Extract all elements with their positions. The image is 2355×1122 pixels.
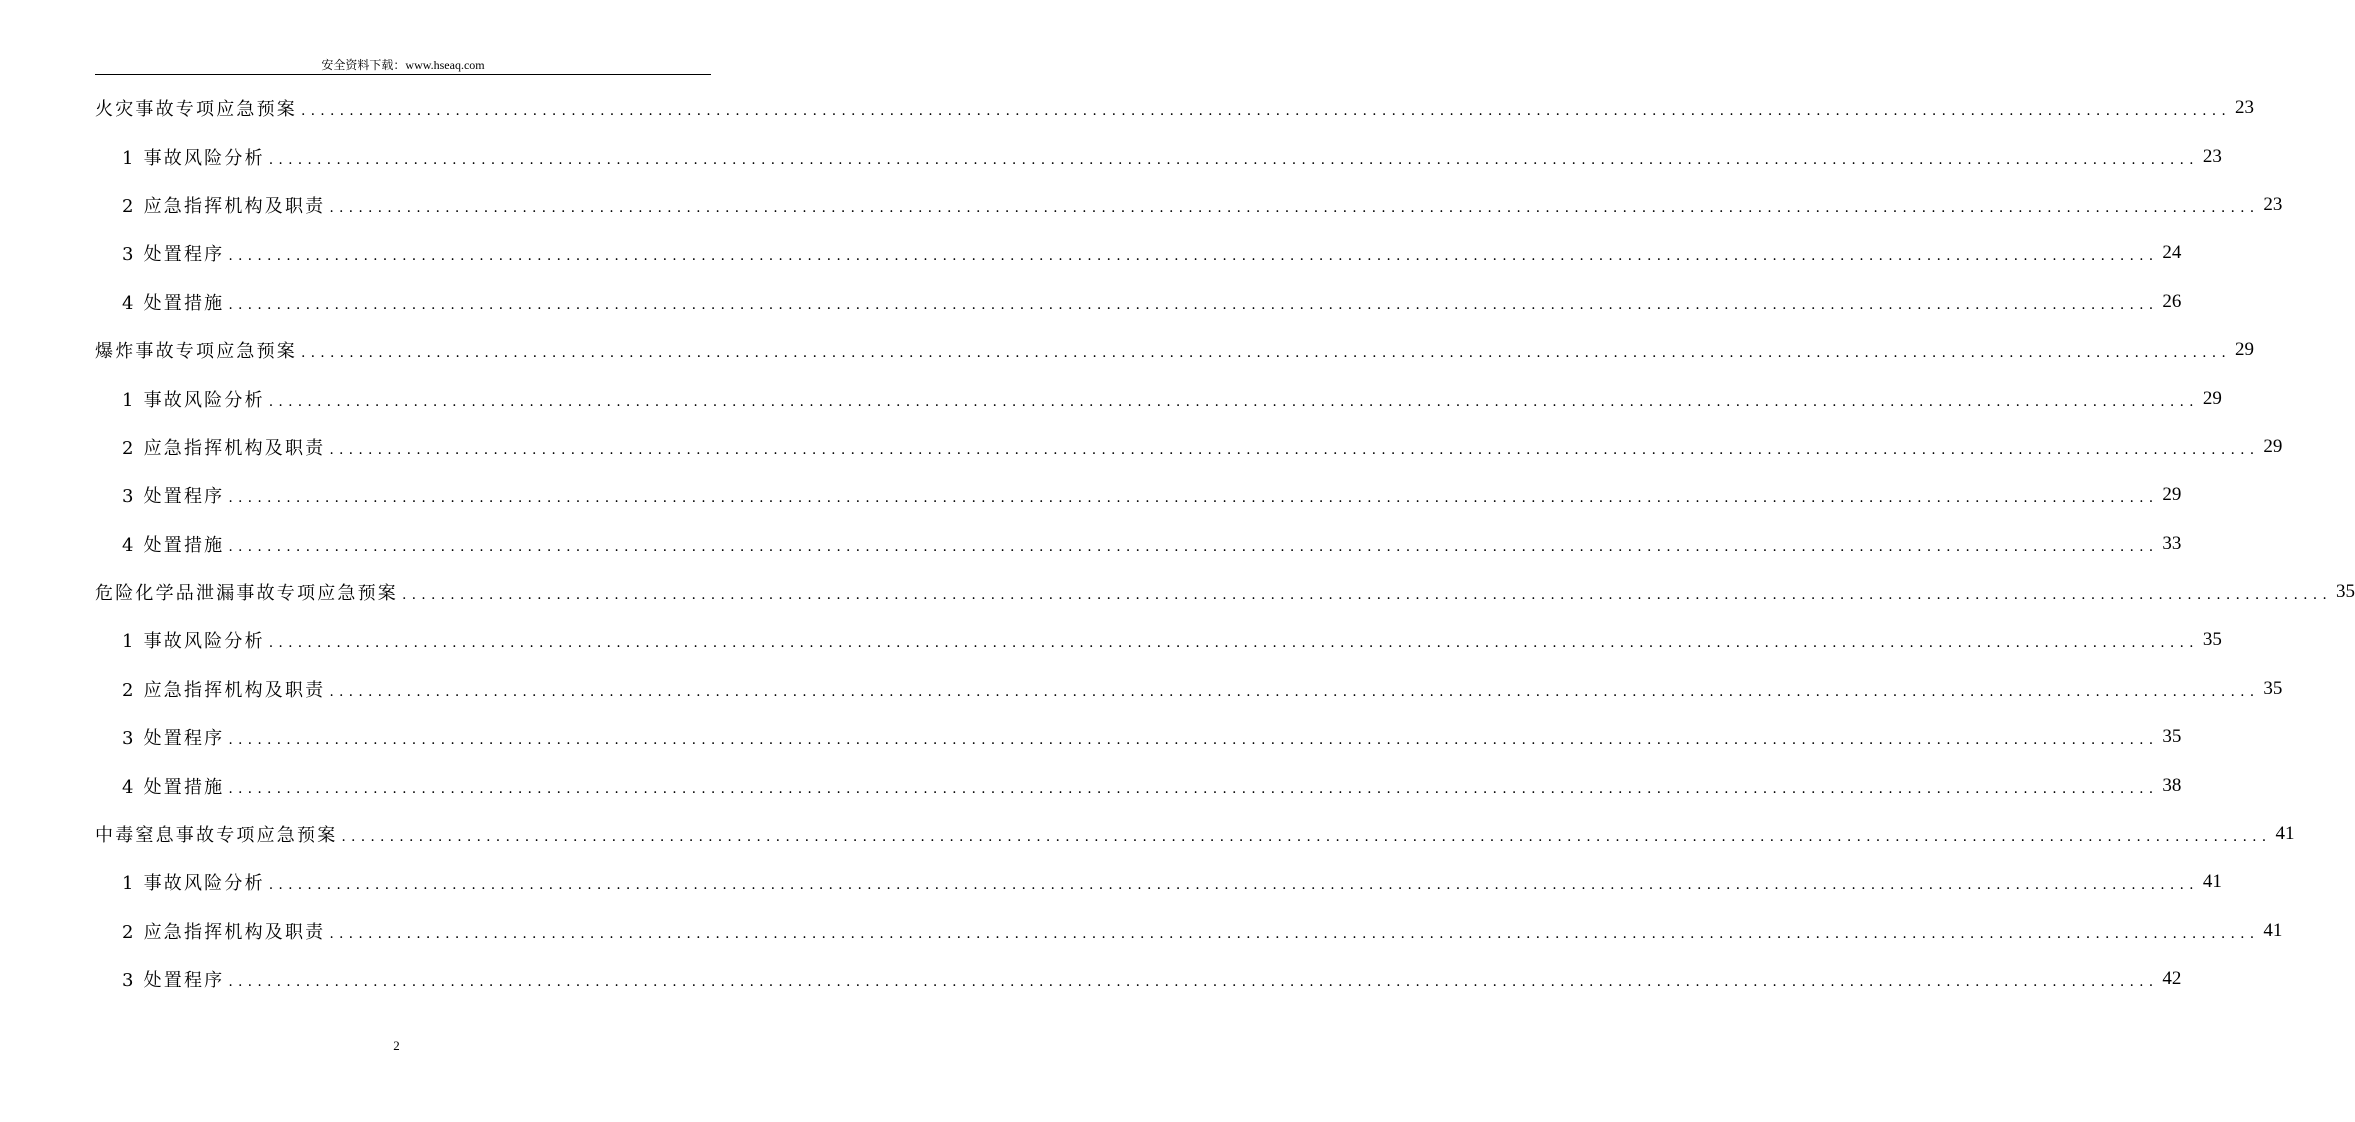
- toc-entry-label: 3 处置程序: [122, 728, 225, 750]
- toc-entry-label: 3 处置程序: [122, 486, 225, 508]
- toc-entry-section[interactable]: [95, 181, 2283, 229]
- toc-entry-section[interactable]: [95, 423, 2283, 471]
- toc-entry-page: 29: [2162, 484, 2182, 506]
- toc-leader-dots: ........................................................................................................................................................................................................: [268, 393, 2199, 410]
- toc-entry-section[interactable]: [95, 858, 2222, 906]
- toc-entry-chapter[interactable]: [95, 810, 2295, 858]
- header-site-link[interactable]: www.hseaq.com: [405, 58, 485, 72]
- toc-entry-page: 23: [2235, 97, 2255, 119]
- toc-entry-page: 24: [2162, 242, 2182, 264]
- toc-entry-label: 1 事故风险分析: [122, 147, 265, 169]
- toc-entry-page: 23: [2202, 145, 2222, 167]
- toc-leader-dots: ........................................................................................................................................................................................................: [301, 345, 2232, 362]
- toc-leader-dots: ........................................................................................................................................................................................................: [228, 538, 2159, 555]
- toc-entry-page: 42: [2162, 968, 2182, 990]
- toc-entry-page: 41: [2263, 919, 2283, 941]
- toc-leader-dots: ........................................................................................................................................................................................................: [268, 635, 2199, 652]
- toc-leader-dots: ........................................................................................................................................................................................................: [329, 683, 2260, 700]
- toc-entry-section[interactable]: [95, 907, 2283, 955]
- table-of-contents: [95, 84, 2355, 1003]
- toc-leader-dots: ........................................................................................................................................................................................................: [228, 974, 2159, 991]
- toc-leader-dots: ........................................................................................................................................................................................................: [329, 199, 2260, 216]
- toc-leader-dots: ........................................................................................................................................................................................................: [301, 103, 2232, 120]
- toc-entry-label: 1 事故风险分析: [122, 873, 265, 895]
- toc-entry-section[interactable]: [95, 471, 2182, 519]
- toc-leader-dots: ........................................................................................................................................................................................................: [329, 925, 2260, 942]
- toc-entry-page: 33: [2162, 532, 2182, 554]
- toc-leader-dots: ........................................................................................................................................................................................................: [228, 780, 2159, 797]
- toc-entry-section[interactable]: [95, 374, 2222, 422]
- toc-entry-section[interactable]: [95, 616, 2222, 664]
- toc-entry-label: 3 处置程序: [122, 970, 225, 992]
- toc-entry-section[interactable]: [95, 278, 2182, 326]
- toc-entry-page: 41: [2275, 823, 2295, 845]
- toc-entry-label: 3 处置程序: [122, 244, 225, 266]
- toc-leader-dots: ........................................................................................................................................................................................................: [329, 441, 2260, 458]
- toc-entry-page: 29: [2235, 339, 2255, 361]
- toc-entry-section[interactable]: [95, 132, 2222, 180]
- page-header: [95, 56, 711, 75]
- toc-entry-page: 41: [2202, 871, 2222, 893]
- toc-entry-section[interactable]: [95, 229, 2182, 277]
- toc-entry-page: 35: [2202, 629, 2222, 651]
- toc-entry-page: 23: [2263, 193, 2283, 215]
- toc-leader-dots: ........................................................................................................................................................................................................: [228, 490, 2159, 507]
- toc-entry-label: 4 处置措施: [122, 292, 225, 314]
- toc-entry-label: 中毒窒息事故专项应急预案: [95, 825, 338, 847]
- toc-entry-label: 爆炸事故专项应急预案: [95, 341, 297, 363]
- toc-entry-label: 4 处置措施: [122, 776, 225, 798]
- page-number: 2: [393, 1038, 400, 1053]
- toc-leader-dots: ........................................................................................................................................................................................................: [402, 587, 2333, 604]
- toc-entry-page: 38: [2162, 774, 2182, 796]
- toc-entry-label: 4 处置措施: [122, 534, 225, 556]
- toc-leader-dots: ........................................................................................................................................................................................................: [268, 877, 2199, 894]
- toc-entry-label: 1 事故风险分析: [122, 389, 265, 411]
- toc-leader-dots: ........................................................................................................................................................................................................: [268, 151, 2199, 168]
- toc-entry-label: 2 应急指挥机构及职责: [122, 195, 326, 217]
- toc-entry-chapter[interactable]: [95, 568, 2355, 616]
- header-title: 安全资料下载：: [321, 58, 406, 72]
- toc-entry-section[interactable]: [95, 665, 2283, 713]
- toc-entry-label: 2 应急指挥机构及职责: [122, 921, 326, 943]
- toc-entry-page: 26: [2162, 290, 2182, 312]
- toc-leader-dots: ........................................................................................................................................................................................................: [228, 248, 2159, 265]
- toc-leader-dots: ........................................................................................................................................................................................................: [228, 296, 2159, 313]
- toc-entry-page: 29: [2202, 387, 2222, 409]
- toc-entry-page: 35: [2162, 726, 2182, 748]
- toc-entry-chapter[interactable]: [95, 326, 2255, 374]
- toc-entry-page: 35: [2336, 581, 2355, 603]
- toc-leader-dots: ........................................................................................................................................................................................................: [341, 829, 2272, 846]
- toc-entry-section[interactable]: [95, 520, 2182, 568]
- toc-entry-label: 火灾事故专项应急预案: [95, 99, 297, 121]
- toc-entry-label: 1 事故风险分析: [122, 631, 265, 653]
- toc-entry-section[interactable]: [95, 955, 2182, 1003]
- toc-entry-section[interactable]: [95, 761, 2182, 809]
- toc-entry-label: 2 应急指挥机构及职责: [122, 679, 326, 701]
- toc-entry-section[interactable]: [95, 713, 2182, 761]
- toc-entry-page: 35: [2263, 677, 2283, 699]
- toc-entry-label: 危险化学品泄漏事故专项应急预案: [95, 583, 398, 605]
- toc-entry-label: 2 应急指挥机构及职责: [122, 437, 326, 459]
- toc-entry-chapter[interactable]: [95, 84, 2255, 132]
- toc-leader-dots: ........................................................................................................................................................................................................: [228, 732, 2159, 749]
- toc-entry-page: 29: [2263, 435, 2283, 457]
